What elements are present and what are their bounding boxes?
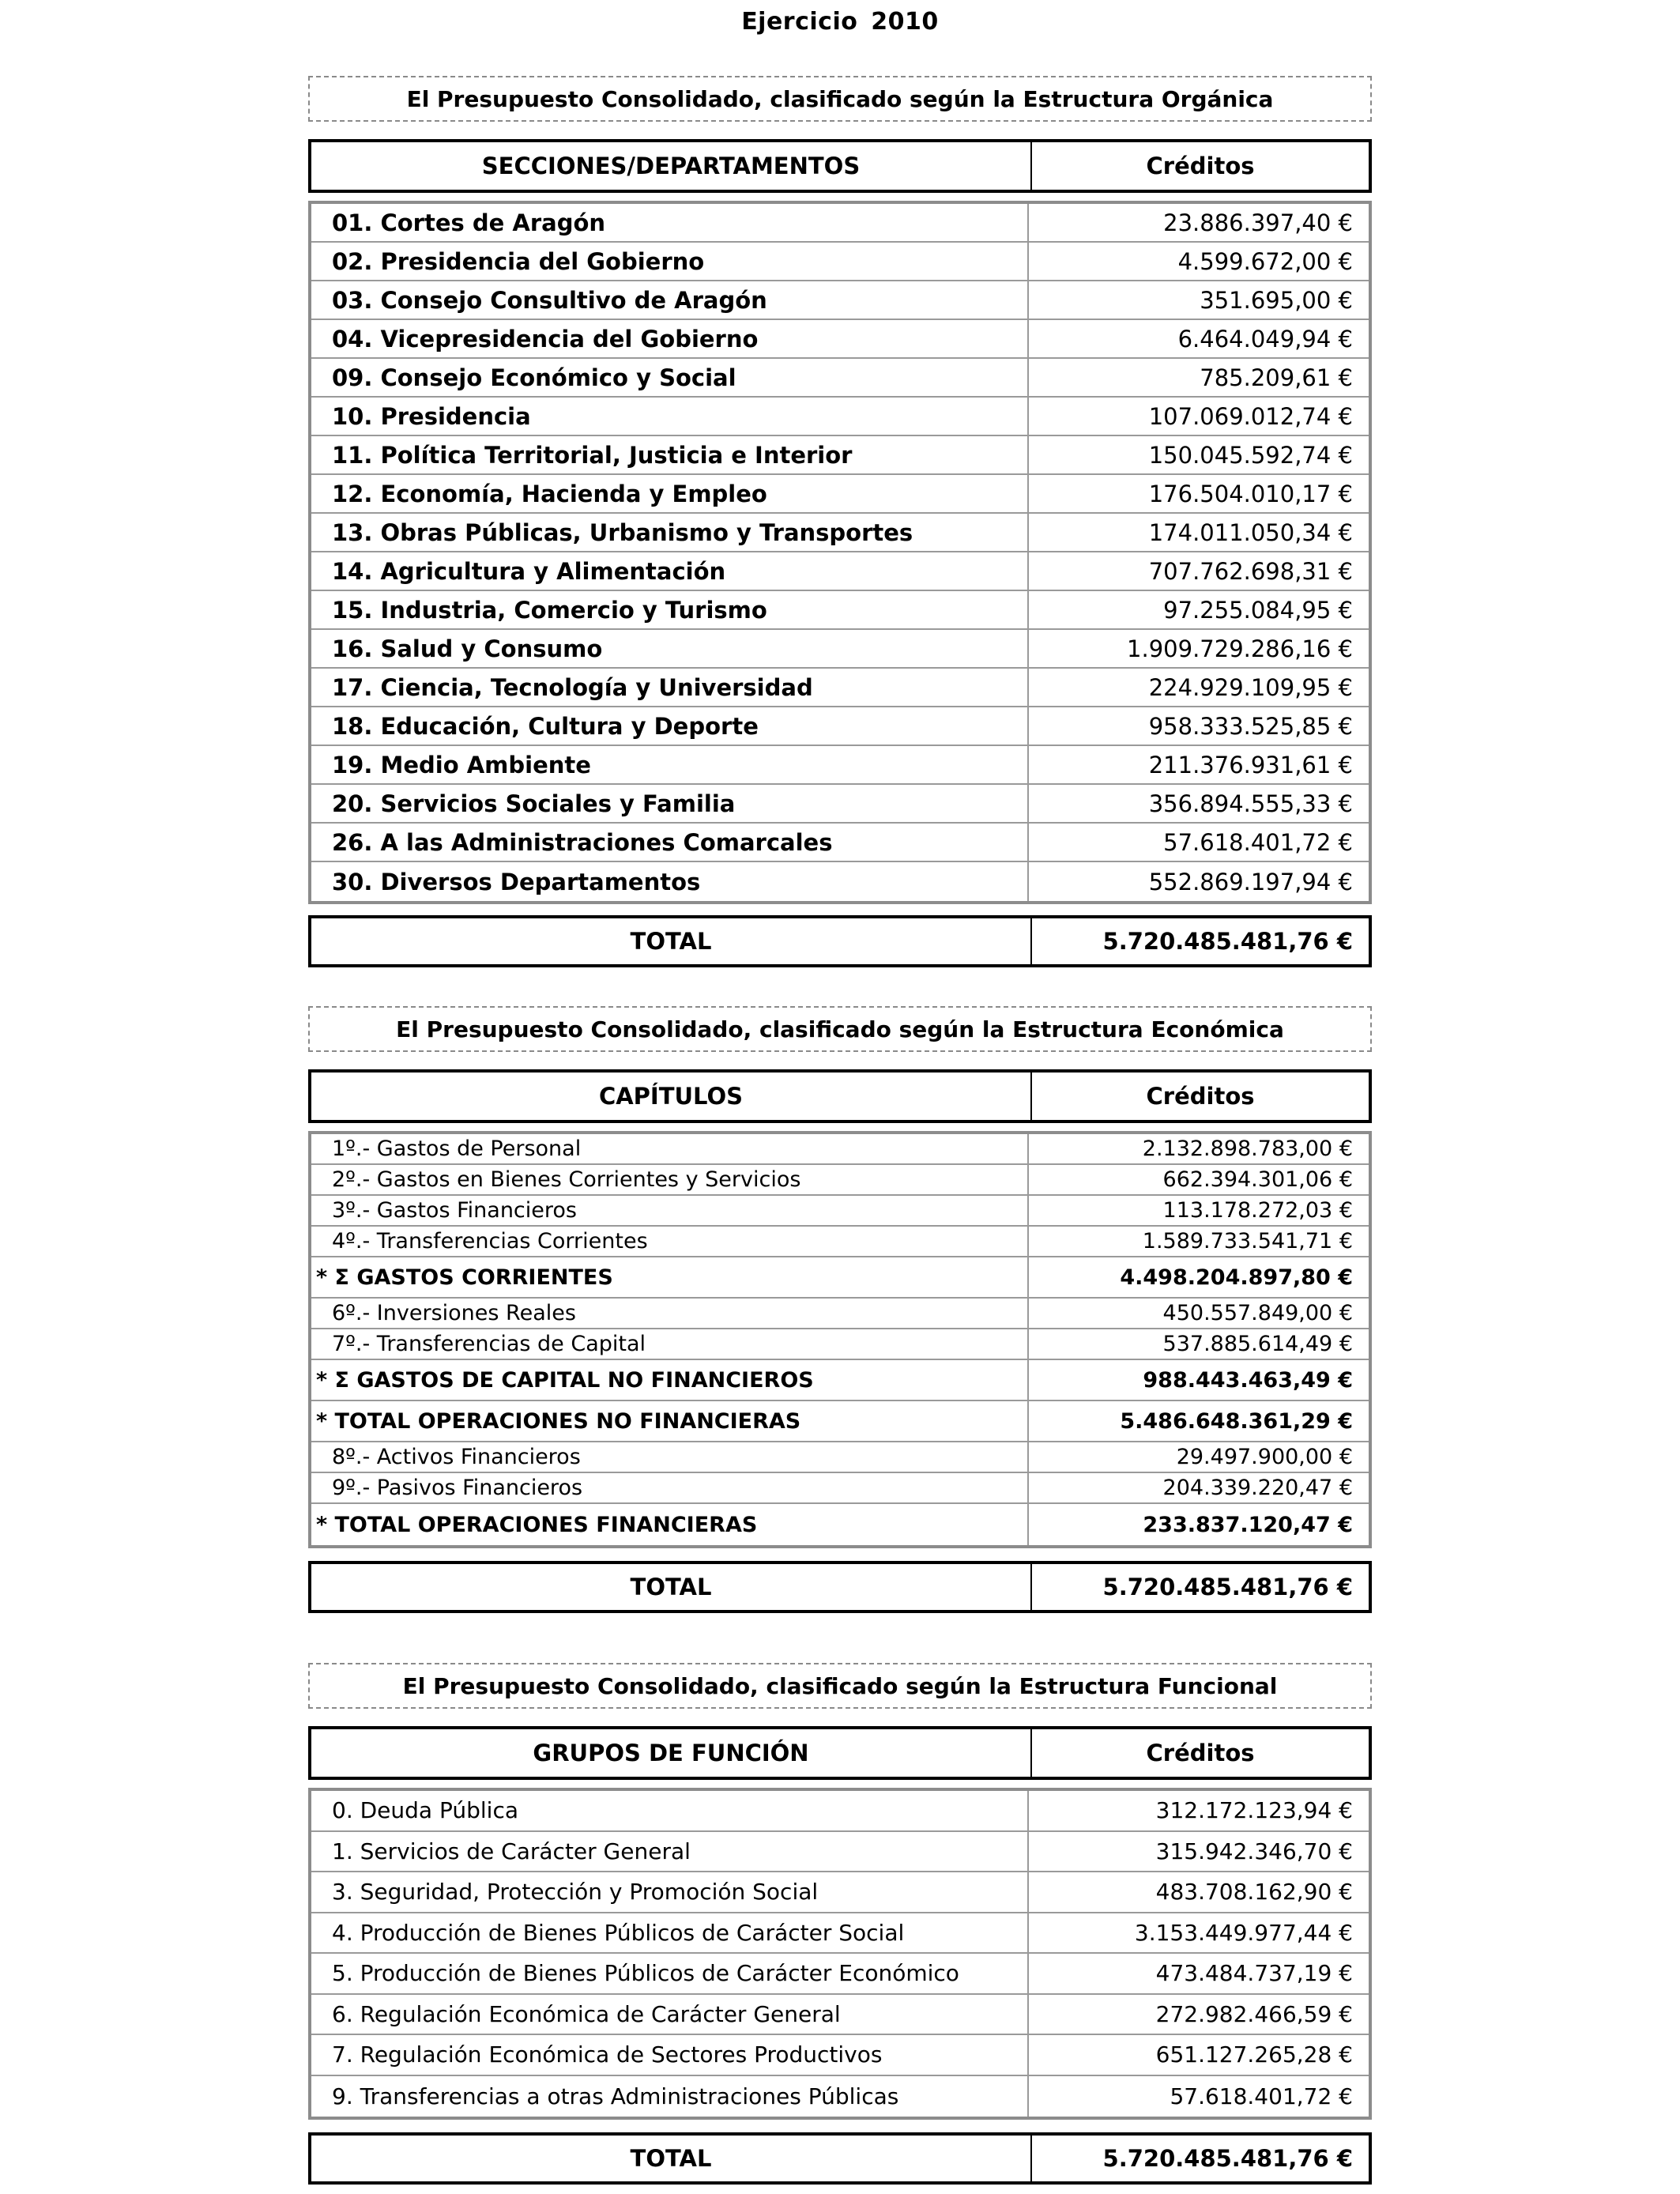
table-row: [311, 1227, 1369, 1257]
table-header: [308, 1069, 1372, 1123]
total-value: 5.720.485.481,76 €: [1102, 1574, 1353, 1600]
total-row: [308, 915, 1372, 967]
row-label: 9. Transferencias a otras Administraciones Públicas: [311, 2076, 1029, 2117]
row-value: 113.178.272,03 €: [1162, 1198, 1353, 1223]
row-value: 211.376.931,61 €: [1148, 751, 1353, 778]
page-title: Ejercicio 2010: [741, 8, 939, 36]
total-row: [308, 1561, 1372, 1613]
subtotal-row: [311, 1504, 1369, 1545]
table-body: [308, 201, 1372, 904]
row-value: 107.069.012,74 €: [1148, 402, 1353, 430]
row-value: 552.869.197,94 €: [1148, 868, 1353, 895]
table-row: [311, 1473, 1369, 1504]
row-value: 356.894.555,33 €: [1148, 790, 1353, 817]
row-label: 3º.- Gastos Financieros: [311, 1196, 1029, 1225]
row-value: 651.127.265,28 €: [1155, 2041, 1353, 2068]
row-value: 450.557.849,00 €: [1162, 1301, 1353, 1325]
row-label: 3. Seguridad, Protección y Promoción Social: [311, 1872, 1029, 1912]
row-label: 0. Deuda Pública: [311, 1791, 1029, 1830]
row-value: 6.464.049,94 €: [1177, 325, 1353, 352]
section-economica: [308, 1006, 1372, 1613]
row-value: 4.498.204.897,80 €: [1120, 1265, 1353, 1290]
table-row: [311, 1442, 1369, 1473]
section-title: El Presupuesto Consolidado, clasificado según la Estructura Orgánica: [308, 76, 1372, 122]
header-col-creditos: Créditos: [1146, 153, 1255, 179]
row-label: 02. Presidencia del Gobierno: [311, 243, 1029, 280]
row-label: * TOTAL OPERACIONES NO FINANCIERAS: [311, 1401, 1029, 1441]
row-value: 537.885.614,49 €: [1162, 1332, 1353, 1356]
row-label: * TOTAL OPERACIONES FINANCIERAS: [311, 1504, 1029, 1545]
row-label: 26. A las Administraciones Comarcales: [311, 824, 1029, 861]
header-col-creditos: Créditos: [1146, 1740, 1255, 1766]
row-value: 174.011.050,34 €: [1148, 518, 1353, 546]
row-value: 4.599.672,00 €: [1177, 247, 1353, 275]
row-value: 312.172.123,94 €: [1155, 1797, 1353, 1824]
row-value: 958.333.525,85 €: [1148, 712, 1353, 740]
row-value: 1.909.729.286,16 €: [1127, 635, 1353, 662]
row-label: 6. Regulación Económica de Carácter General: [311, 1995, 1029, 2034]
total-label: TOTAL: [311, 918, 1032, 964]
row-label: 11. Política Territorial, Justicia e Interior: [311, 436, 1029, 473]
row-value: 29.497.900,00 €: [1176, 1445, 1353, 1469]
row-value: 204.339.220,47 €: [1162, 1476, 1353, 1500]
row-value: 5.486.648.361,29 €: [1120, 1408, 1353, 1434]
table-row: [311, 707, 1369, 746]
row-value: 988.443.463,49 €: [1143, 1367, 1353, 1393]
subtotal-row: [311, 1257, 1369, 1299]
subtotal-row: [311, 1401, 1369, 1442]
row-label: 01. Cortes de Aragón: [311, 204, 1029, 241]
row-label: 04. Vicepresidencia del Gobierno: [311, 320, 1029, 357]
table-row: [311, 436, 1369, 475]
table-body: [308, 1788, 1372, 2120]
table-row: [311, 1913, 1369, 1955]
header-col-creditos: Créditos: [1146, 1083, 1255, 1110]
row-label: 5. Producción de Bienes Públicos de Carácter Económico: [311, 1954, 1029, 1993]
row-label: 4º.- Transferencias Corrientes: [311, 1227, 1029, 1256]
header-col-secciones: SECCIONES/DEPARTAMENTOS: [311, 142, 1032, 190]
table-row: [311, 204, 1369, 243]
table-row: [311, 1791, 1369, 1832]
table-row: [311, 630, 1369, 669]
section-funcional: [308, 1663, 1372, 2185]
row-value: 483.708.162,90 €: [1155, 1879, 1353, 1906]
table-row: [311, 398, 1369, 436]
row-label: 7. Regulación Económica de Sectores Productivos: [311, 2035, 1029, 2075]
row-value: 150.045.592,74 €: [1148, 441, 1353, 469]
row-label: 13. Obras Públicas, Urbanismo y Transportes: [311, 514, 1029, 551]
row-label: 4. Producción de Bienes Públicos de Carácter Social: [311, 1913, 1029, 1953]
table-row: [311, 669, 1369, 707]
row-value: 662.394.301,06 €: [1162, 1167, 1353, 1192]
row-label: 7º.- Transferencias de Capital: [311, 1329, 1029, 1359]
row-label: * Σ GASTOS DE CAPITAL NO FINANCIEROS: [311, 1360, 1029, 1400]
table-row: [311, 1134, 1369, 1165]
table-row: [311, 1832, 1369, 1873]
table-row: [311, 1872, 1369, 1913]
row-value: 224.929.109,95 €: [1148, 673, 1353, 701]
row-value: 3.153.449.977,44 €: [1134, 1919, 1353, 1946]
table-row: [311, 475, 1369, 514]
section-title: El Presupuesto Consolidado, clasificado según la Estructura Funcional: [308, 1663, 1372, 1709]
total-label: TOTAL: [311, 1564, 1032, 1610]
table-header: [308, 139, 1372, 193]
row-label: 1. Servicios de Carácter General: [311, 1832, 1029, 1872]
table-row: [311, 281, 1369, 320]
table-row: [311, 2035, 1369, 2076]
row-value: 233.837.120,47 €: [1143, 1512, 1353, 1537]
header-col-grupos: GRUPOS DE FUNCIÓN: [311, 1729, 1032, 1777]
row-label: 12. Economía, Hacienda y Empleo: [311, 475, 1029, 512]
row-value: 473.484.737,19 €: [1155, 1960, 1353, 1987]
row-label: * Σ GASTOS CORRIENTES: [311, 1257, 1029, 1297]
row-label: 2º.- Gastos en Bienes Corrientes y Servicios: [311, 1165, 1029, 1194]
section-title: El Presupuesto Consolidado, clasificado según la Estructura Económica: [308, 1006, 1372, 1052]
table-row: [311, 1299, 1369, 1329]
table-row: [311, 514, 1369, 552]
table-header: [308, 1726, 1372, 1780]
table-row: [311, 1954, 1369, 1995]
row-value: 57.618.401,72 €: [1170, 2083, 1353, 2109]
subtotal-row: [311, 1360, 1369, 1401]
row-value: 176.504.010,17 €: [1148, 480, 1353, 507]
total-label: TOTAL: [311, 2136, 1032, 2181]
row-value: 785.209,61 €: [1200, 364, 1353, 391]
row-label: 15. Industria, Comercio y Turismo: [311, 591, 1029, 628]
row-label: 10. Presidencia: [311, 398, 1029, 435]
table-row: [311, 359, 1369, 398]
row-label: 09. Consejo Económico y Social: [311, 359, 1029, 396]
table-row: [311, 320, 1369, 359]
table-row: [311, 1196, 1369, 1227]
table-row: [311, 2076, 1369, 2117]
row-label: 14. Agricultura y Alimentación: [311, 552, 1029, 590]
row-label: 1º.- Gastos de Personal: [311, 1134, 1029, 1163]
total-value: 5.720.485.481,76 €: [1102, 2145, 1353, 2172]
row-label: 03. Consejo Consultivo de Aragón: [311, 281, 1029, 319]
row-label: 20. Servicios Sociales y Familia: [311, 785, 1029, 822]
row-value: 97.255.084,95 €: [1163, 596, 1353, 624]
table-row: [311, 785, 1369, 824]
table-row: [311, 243, 1369, 281]
table-row: [311, 591, 1369, 630]
table-row: [311, 1165, 1369, 1196]
table-row: [311, 1995, 1369, 2036]
row-label: 9º.- Pasivos Financieros: [311, 1473, 1029, 1502]
total-value: 5.720.485.481,76 €: [1102, 928, 1353, 955]
row-value: 57.618.401,72 €: [1163, 828, 1353, 856]
row-label: 18. Educación, Cultura y Deporte: [311, 707, 1029, 745]
row-label: 6º.- Inversiones Reales: [311, 1299, 1029, 1328]
row-label: 8º.- Activos Financieros: [311, 1442, 1029, 1472]
table-body: [308, 1131, 1372, 1548]
row-value: 351.695,00 €: [1200, 286, 1353, 314]
total-row: [308, 2132, 1372, 2185]
row-value: 315.942.346,70 €: [1155, 1838, 1353, 1864]
table-row: [311, 824, 1369, 862]
row-value: 2.132.898.783,00 €: [1142, 1137, 1353, 1161]
row-value: 1.589.733.541,71 €: [1142, 1229, 1353, 1253]
section-organica: [308, 76, 1372, 967]
row-value: 272.982.466,59 €: [1155, 2000, 1353, 2027]
header-col-capitulos: CAPÍTULOS: [311, 1072, 1032, 1120]
row-label: 30. Diversos Departamentos: [311, 862, 1029, 901]
table-row: [311, 746, 1369, 785]
table-row: [311, 1329, 1369, 1360]
row-label: 16. Salud y Consumo: [311, 630, 1029, 667]
row-value: 707.762.698,31 €: [1148, 557, 1353, 585]
row-value: 23.886.397,40 €: [1163, 209, 1353, 236]
table-row: [311, 552, 1369, 591]
table-row: [311, 862, 1369, 901]
row-label: 17. Ciencia, Tecnología y Universidad: [311, 669, 1029, 706]
row-label: 19. Medio Ambiente: [311, 746, 1029, 783]
